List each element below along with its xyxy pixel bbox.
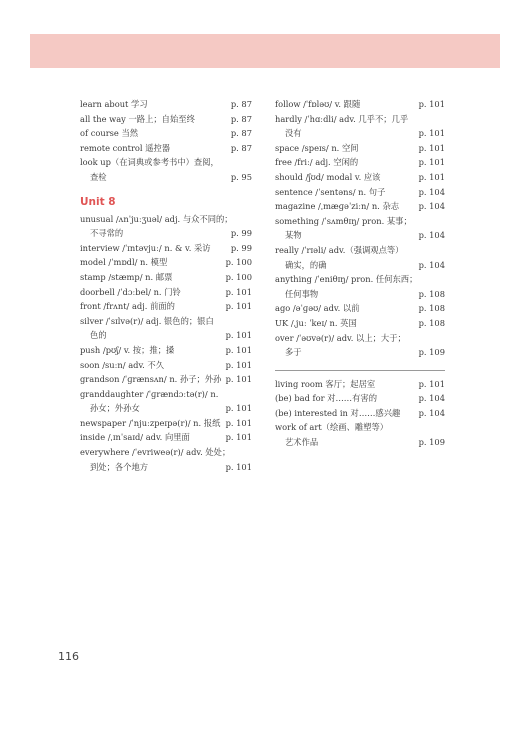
vocab-entry: [80, 445, 252, 474]
entry-text: sentence /ˈsentəns/ n. 句子: [275, 186, 386, 197]
entry-page-ref: p. 101: [418, 142, 445, 153]
entry-text: UK /ˌjuː ˈkeɪ/ n. 英国: [275, 317, 357, 328]
entry-page-ref: p. 101: [418, 99, 445, 109]
entry-page-ref: p. 101: [418, 157, 445, 168]
entry-text: stamp /stæmp/ n. 邮票: [80, 271, 173, 282]
entry-page-ref: p. 101: [225, 344, 252, 355]
entry-text: interview /ˈɪntəvjuː/ n. & v. 采访: [80, 242, 211, 253]
vocab-entry: [80, 299, 252, 314]
entry-text: all the way 一路上；自始至终: [80, 113, 195, 124]
entry-page-ref: p. 101: [418, 378, 445, 389]
entry-text: really /ˈrɪəli/ adv.（强调观点等）: [275, 244, 404, 255]
vocab-entry: [275, 243, 445, 272]
entry-continuation: 多于: [285, 347, 302, 358]
entry-text: everywhere /ˈevriweə(r)/ adv. 处处；: [80, 447, 231, 458]
entry-text: of course 当然: [80, 128, 139, 139]
entry-page-ref: p. 104: [418, 201, 445, 212]
entry-continuation: 孙女；外孙女: [90, 403, 140, 414]
entry-page-ref: p. 101: [418, 171, 445, 182]
left-entries-top: [80, 97, 252, 185]
vocab-entry: [275, 214, 445, 243]
entry-text: soon /suːn/ adv. 不久: [80, 359, 165, 370]
vocab-entry: [80, 112, 252, 127]
entry-page-ref: p. 109: [418, 437, 445, 448]
entry-page-ref: p. 104: [418, 186, 445, 197]
vocab-entry: [80, 343, 252, 358]
entry-page-ref: p. 101: [225, 432, 252, 443]
vocab-entry: [275, 272, 445, 301]
vocab-entry: [275, 185, 445, 200]
entry-page-ref: p. 109: [418, 347, 445, 358]
vocab-entry: [80, 387, 252, 416]
entry-page-ref: p. 100: [225, 257, 252, 268]
entry-continuation: 没有: [285, 128, 302, 139]
entry-text: inside /ˌɪnˈsaɪd/ adv. 向里面: [80, 432, 190, 443]
entry-page-ref: p. 104: [418, 393, 445, 404]
entry-text: doorbell /ˈdɔːbel/ n. 门铃: [80, 286, 181, 297]
vocab-entry: [80, 155, 252, 184]
vocab-entry: [80, 430, 252, 445]
right-column: [275, 97, 445, 450]
vocab-entry: [275, 406, 445, 421]
entry-continuation: 确实，的确: [285, 259, 327, 270]
entry-continuation: 某物: [285, 230, 302, 241]
entry-page-ref: p. 101: [225, 461, 252, 472]
vocab-entry: [275, 391, 445, 406]
entry-page-ref: p. 101: [225, 286, 252, 297]
vocab-entry: [80, 241, 252, 256]
entry-text: follow /ˈfɒləʊ/ v. 跟随: [275, 99, 361, 109]
left-entries-unit: [80, 212, 252, 475]
entry-continuation: 任何事物: [285, 288, 319, 299]
entry-page-ref: p. 87: [230, 99, 252, 109]
entry-text: push /pʊʃ/ v. 按；推；搡: [80, 344, 175, 355]
entry-text: magazine /ˌmæɡəˈziːn/ n. 杂志: [275, 201, 400, 212]
entry-text: learn about 学习: [80, 99, 148, 109]
entry-page-ref: p. 101: [225, 330, 252, 341]
entry-continuation: 到处；各个地方: [90, 461, 149, 472]
vocab-entry: [80, 372, 252, 387]
vocab-entry: [275, 199, 445, 214]
entry-text: space /speɪs/ n. 空间: [275, 142, 359, 153]
right-phrases: [275, 377, 445, 450]
entry-text: (be) interested in 对……感兴趣: [275, 407, 401, 418]
vocab-entry: [275, 316, 445, 331]
entry-continuation: 艺术作品: [285, 437, 319, 448]
entry-page-ref: p. 104: [418, 230, 445, 241]
entry-continuation: 色的: [90, 330, 107, 341]
vocab-entry: [80, 255, 252, 270]
vocab-entry: [80, 314, 252, 343]
entry-text: over /ˈəʊvə(r)/ adv. 以上；大于；: [275, 332, 406, 343]
entry-continuation: 查检: [90, 171, 107, 182]
vocab-entry: [80, 97, 252, 112]
section-divider: [275, 370, 445, 371]
vocab-entry: [275, 141, 445, 156]
entry-page-ref: p. 108: [418, 303, 445, 314]
entry-page-ref: p. 87: [230, 142, 252, 153]
vocab-entry: [275, 155, 445, 170]
entry-page-ref: p. 101: [418, 128, 445, 139]
top-color-band: [30, 34, 500, 68]
entry-text: something /ˈsʌmθɪŋ/ pron. 某事；: [275, 215, 412, 226]
entry-page-ref: p. 99: [230, 242, 252, 253]
entry-text: free /friː/ adj. 空闲的: [275, 157, 359, 168]
vocab-entry: [80, 285, 252, 300]
vocab-entry: [275, 331, 445, 360]
entry-text: grandson /ˈɡrænsʌn/ n. 孙子；外孙: [80, 374, 222, 385]
entry-page-ref: p. 104: [418, 259, 445, 270]
vocab-entry: [275, 377, 445, 392]
entry-page-ref: p. 108: [418, 317, 445, 328]
entry-text: unusual /ʌnˈjuːʒuəl/ adj. 与众不同的；: [80, 213, 233, 224]
vocab-entry: [275, 170, 445, 185]
vocab-entry: [275, 112, 445, 141]
entry-page-ref: p. 95: [230, 171, 252, 182]
entry-text: newspaper /ˈnjuːzpeɪpə(r)/ n. 报纸: [80, 417, 221, 428]
entry-page-ref: p. 101: [225, 417, 252, 428]
entry-text: remote control 遥控器: [80, 142, 171, 153]
entry-text: anything /ˈeniθɪŋ/ pron. 任何东西；: [275, 274, 418, 285]
vocab-entry: [80, 416, 252, 431]
right-entries: [275, 97, 445, 360]
entry-text: should /ʃʊd/ modal v. 应该: [275, 171, 381, 182]
entry-page-ref: p. 99: [230, 228, 252, 239]
entry-page-ref: p. 87: [230, 113, 252, 124]
entry-text: model /ˈmɒdl/ n. 模型: [80, 257, 168, 268]
entry-page-ref: p. 104: [418, 407, 445, 418]
entry-text: granddaughter /ˈɡrændɔːtə(r)/ n.: [80, 388, 219, 399]
entry-page-ref: p. 101: [225, 374, 252, 385]
vocab-entry: [275, 420, 445, 449]
vocab-entry: [80, 358, 252, 373]
entry-text: (be) bad for 对……有害的: [275, 393, 377, 404]
entry-page-ref: p. 101: [225, 403, 252, 414]
entry-text: living room 客厅；起居室: [275, 378, 376, 389]
entry-text: front /frʌnt/ adj. 前面的: [80, 301, 175, 312]
entry-page-ref: p. 101: [225, 301, 252, 312]
vocab-entry: [275, 97, 445, 112]
vocab-entry: [80, 141, 252, 156]
unit-heading: Unit 8: [80, 195, 116, 208]
vocab-entry: [80, 212, 252, 241]
vocab-entry: [80, 270, 252, 285]
entry-page-ref: p. 100: [225, 271, 252, 282]
entry-page-ref: p. 87: [230, 128, 252, 139]
entry-text: hardly /ˈhɑːdli/ adv. 几乎不；几乎: [275, 113, 409, 124]
entry-text: work of art（绘画、雕塑等）: [275, 422, 389, 433]
vocab-entry: [80, 126, 252, 141]
page-number: 116: [58, 650, 79, 663]
entry-text: look up（在词典或参考书中）查阅，: [80, 157, 219, 168]
vocab-entry: [275, 301, 445, 316]
entry-text: silver /ˈsɪlvə(r)/ adj. 银色的；银白: [80, 315, 214, 326]
entry-page-ref: p. 101: [225, 359, 252, 370]
entry-continuation: 不寻常的: [90, 228, 124, 239]
entry-text: ago /əˈɡəʊ/ adv. 以前: [275, 303, 360, 314]
entry-page-ref: p. 108: [418, 288, 445, 299]
left-column: [80, 97, 252, 474]
